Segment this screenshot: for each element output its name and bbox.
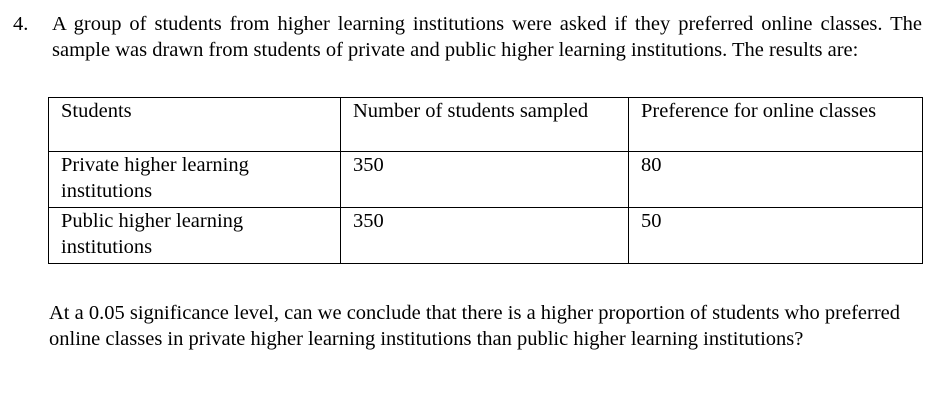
cell-preference: 80 [629, 152, 923, 208]
header-preference: Preference for online classes [629, 98, 923, 152]
cell-preference: 50 [629, 208, 923, 264]
conclusion-question: At a 0.05 significance level, can we conclude that there is a higher proportion of students who preferred online classes in private higher learning institutions than public higher learning institutions? [49, 302, 901, 350]
table-header-row [49, 98, 923, 152]
results-table [48, 97, 923, 264]
table-row [49, 152, 923, 208]
cell-number-sampled: 350 [341, 208, 629, 264]
header-number-sampled: Number of students sampled [341, 98, 629, 152]
question-intro: A group of students from higher learning institutions were asked if they preferred online classes. The sample was drawn from students of private and public higher learning institutions. The results are: [52, 13, 922, 61]
header-students: Students [49, 98, 341, 152]
cell-students: Private higher learning institutions [49, 152, 341, 208]
cell-students: Public higher learning institutions [49, 208, 341, 264]
cell-number-sampled: 350 [341, 152, 629, 208]
table-row [49, 208, 923, 264]
question-number: 4. [13, 13, 29, 35]
